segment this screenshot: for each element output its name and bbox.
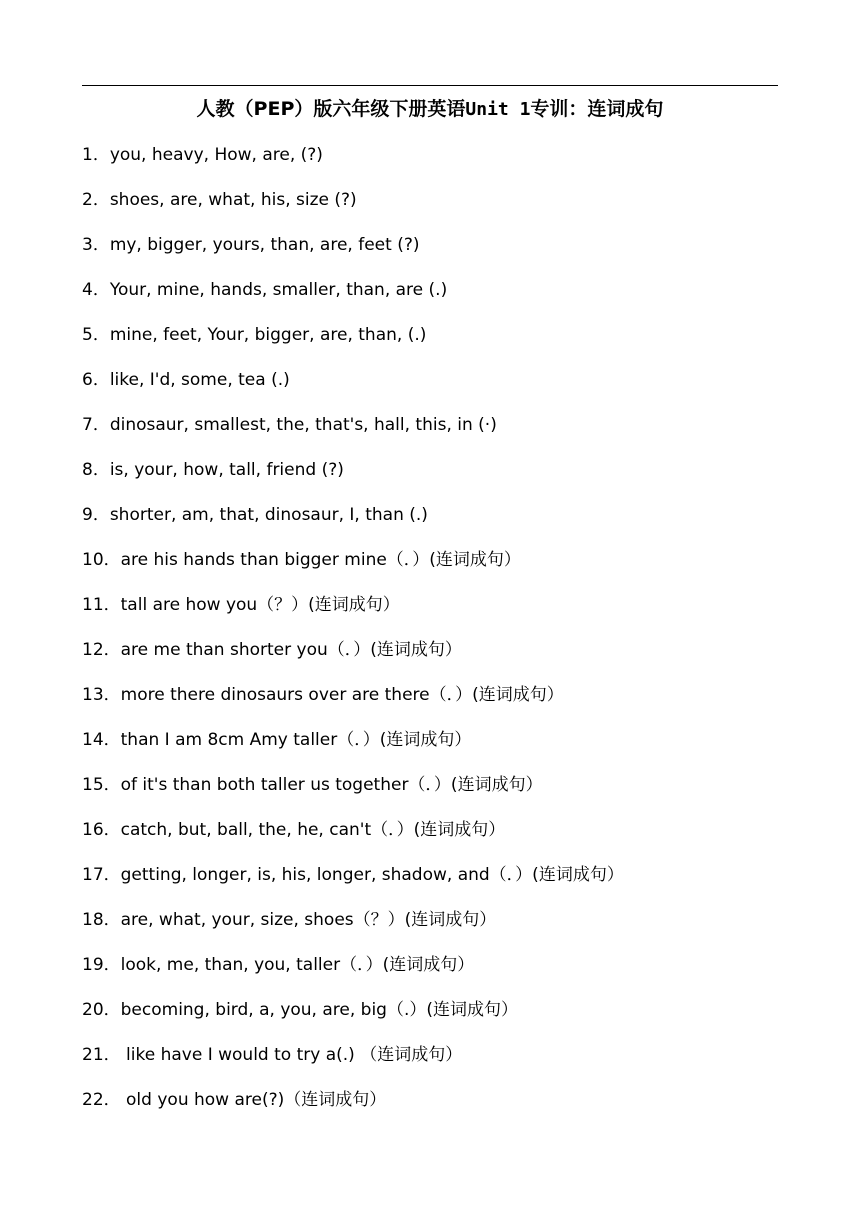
question-item: 6．like, I'd, some, tea (.): [82, 370, 290, 390]
question-item: 11．tall are how you（？）(连词成句）: [82, 595, 400, 615]
question-item: 3．my, bigger, yours, than, are, feet (?): [82, 235, 420, 255]
question-item: 17．getting, longer, is, his, longer, shadow, and（．）(连词成句）: [82, 865, 624, 885]
question-item: 14．than I am 8cm Amy taller（．）(连词成句）: [82, 730, 472, 750]
page-title: [82, 96, 778, 123]
question-item: 7．dinosaur, smallest, the, that's, hall, this, in (·): [82, 415, 497, 435]
question-item: 1．you, heavy, How, are, (?): [82, 145, 323, 165]
question-item: 10．are his hands than bigger mine（．）(连词成句）: [82, 550, 521, 570]
header-rule: [82, 85, 778, 86]
question-item: 8．is, your, how, tall, friend (?): [82, 460, 344, 480]
title-prefix: 人教（PEP）版六年级下册英语: [196, 98, 466, 120]
question-item: 16．catch, but, ball, the, he, can't（．）(连词成句）: [82, 820, 506, 840]
question-item: 13．more there dinosaurs over are there（．）(连词成句）: [82, 685, 564, 705]
title-suffix: 专训：连词成句: [530, 98, 664, 120]
question-item: 15．of it's than both taller us together（．）(连词成句）: [82, 775, 543, 795]
question-item: 5．mine, feet, Your, bigger, are, than, (.): [82, 325, 427, 345]
question-item: 18．are, what, your, size, shoes（？）(连词成句）: [82, 910, 497, 930]
question-item: 22． old you how are(?)（连词成句）: [82, 1090, 387, 1110]
question-item: 2．shoes, are, what, his, size (?): [82, 190, 357, 210]
question-item: 21． like have I would to try a(.) （连词成句）: [82, 1045, 463, 1065]
question-item: 19．look, me, than, you, taller（．）(连词成句）: [82, 955, 475, 975]
question-item: 9．shorter, am, that, dinosaur, I, than (.): [82, 505, 428, 525]
question-item: 12．are me than shorter you（．）(连词成句）: [82, 640, 462, 660]
question-list: [82, 141, 782, 1131]
title-unit: Unit 1: [465, 99, 531, 120]
question-item: 4．Your, mine, hands, smaller, than, are (.): [82, 280, 448, 300]
question-item: 20．becoming, bird, a, you, are, big（.）(连词成句）: [82, 1000, 518, 1020]
